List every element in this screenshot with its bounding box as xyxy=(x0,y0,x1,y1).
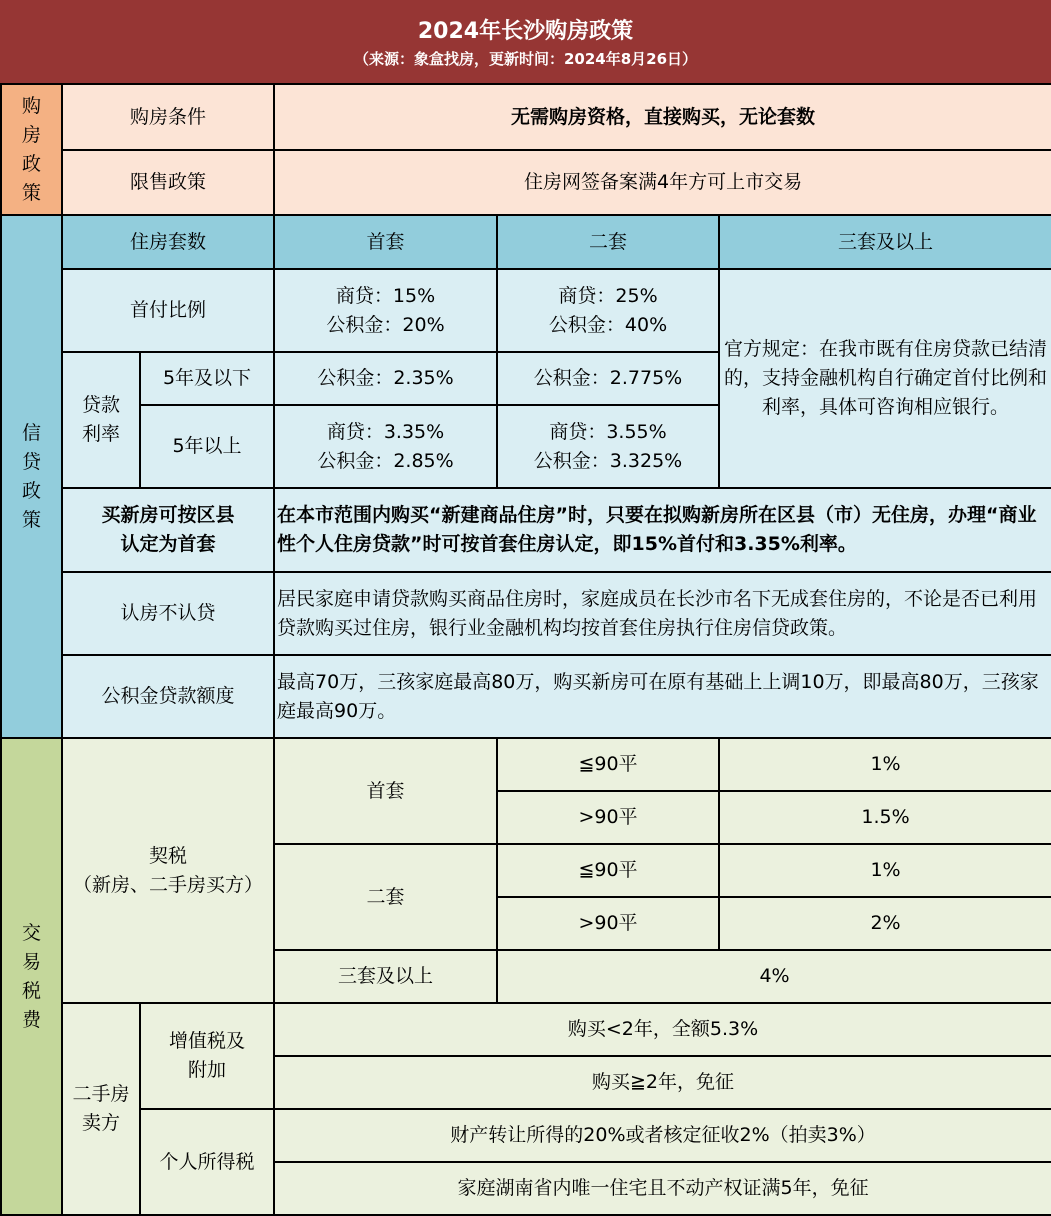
income-tax-label: 个人所得税 xyxy=(140,1109,274,1215)
fund-loan-limit-label: 公积金贷款额度 xyxy=(62,655,274,738)
deed-second-rate-small: 1% xyxy=(719,844,1051,897)
page-title: 2024年长沙购房政策 xyxy=(417,19,634,44)
resale-restriction-label: 限售政策 xyxy=(62,150,274,215)
deed-second-area-small: ≦90平 xyxy=(497,844,719,897)
deed-first-area-large: >90平 xyxy=(497,791,719,844)
county-first-home-label: 买新房可按区县 认定为首套 xyxy=(62,488,274,572)
deed-first-home: 首套 xyxy=(274,738,497,844)
income-tax-rule: 财产转让所得的20%或者核定征收2%（拍卖3%） xyxy=(274,1109,1051,1162)
deed-first-rate-large: 1.5% xyxy=(719,791,1051,844)
house-not-loan-label: 认房不认贷 xyxy=(62,572,274,655)
deed-second-rate-large: 2% xyxy=(719,897,1051,950)
house-not-loan-value: 居民家庭申请贷款购买商品住房时，家庭成员在长沙市名下无成套住房的，不论是否已利用贷款购买过住房，银行业金融机构均按首套住房执行住房信贷政策。 xyxy=(274,572,1051,655)
section-loan-policy: 信 贷 政 策 xyxy=(1,215,62,738)
loan-rate-label: 贷款 利率 xyxy=(62,352,140,488)
third-home-note: 官方规定：在我市既有住房贷款已结清的，支持金融机构自行确定首付比例和利率，具体可咨询相应银行。 xyxy=(719,269,1051,488)
rate-long-second: 商贷：3.55% 公积金：3.325% xyxy=(497,405,719,488)
col-header-first-home: 首套 xyxy=(274,215,497,269)
col-header-house-count: 住房套数 xyxy=(62,215,274,269)
purchase-condition-label: 购房条件 xyxy=(62,84,274,150)
purchase-condition-value: 无需购房资格，直接购买，无论套数 xyxy=(274,84,1051,150)
policy-table xyxy=(0,83,1051,1216)
fund-loan-limit-value: 最高70万，三孩家庭最高80万，购买新房可在原有基础上上调10万，即最高80万，三孩家庭最高90万。 xyxy=(274,655,1051,738)
col-header-third-home: 三套及以上 xyxy=(719,215,1051,269)
page-source: （来源：象盒找房，更新时间：2024年8月26日） xyxy=(353,50,698,68)
resale-restriction-value: 住房网签备案满4年方可上市交易 xyxy=(274,150,1051,215)
page-header xyxy=(0,0,1051,83)
vat-long-hold: 购买≧2年，免征 xyxy=(274,1056,1051,1109)
rate-long-term-label: 5年以上 xyxy=(140,405,274,488)
deed-third-home: 三套及以上 xyxy=(274,950,497,1003)
rate-short-term-label: 5年及以下 xyxy=(140,352,274,405)
rate-short-first: 公积金：2.35% xyxy=(274,352,497,405)
down-payment-label: 首付比例 xyxy=(62,269,274,352)
rate-short-second: 公积金：2.775% xyxy=(497,352,719,405)
down-payment-second: 商贷：25% 公积金：40% xyxy=(497,269,719,352)
vat-label: 增值税及 附加 xyxy=(140,1003,274,1109)
deed-first-rate-small: 1% xyxy=(719,738,1051,791)
deed-second-home: 二套 xyxy=(274,844,497,950)
seller-label: 二手房 卖方 xyxy=(62,1003,140,1215)
deed-first-area-small: ≦90平 xyxy=(497,738,719,791)
vat-short-hold: 购买<2年，全额5.3% xyxy=(274,1003,1051,1056)
section-buy-policy: 购 房 政 策 xyxy=(1,84,62,215)
down-payment-first: 商贷：15% 公积金：20% xyxy=(274,269,497,352)
rate-long-first: 商贷：3.35% 公积金：2.85% xyxy=(274,405,497,488)
income-tax-exempt: 家庭湖南省内唯一住宅且不动产权证满5年，免征 xyxy=(274,1162,1051,1215)
section-tax-policy: 交 易 税 费 xyxy=(1,738,62,1215)
deed-tax-label: 契税 （新房、二手房买方） xyxy=(62,738,274,1003)
deed-third-rate: 4% xyxy=(497,950,1051,1003)
col-header-second-home: 二套 xyxy=(497,215,719,269)
county-first-home-value: 在本市范围内购买“新建商品住房”时，只要在拟购新房所在区县（市）无住房，办理“商业性个人住房贷款”时可按首套住房认定，即15%首付和3.35%利率。 xyxy=(274,488,1051,572)
deed-second-area-large: >90平 xyxy=(497,897,719,950)
